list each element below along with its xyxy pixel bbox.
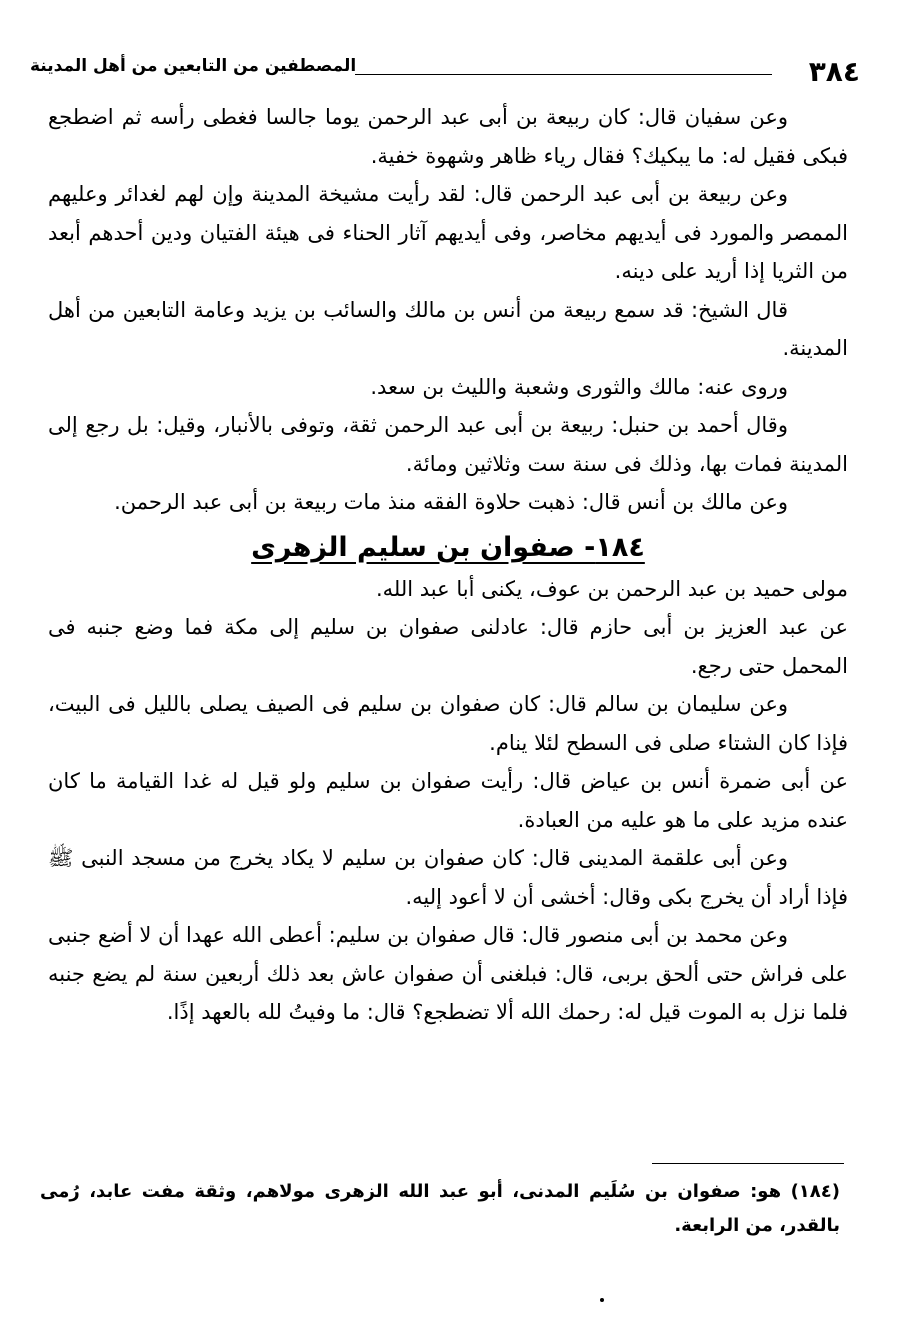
paragraph: عن عبد العزيز بن أبى حازم قال: عادلنى صفوان بن سليم إلى مكة فما وضع جنبه فى المحمل حتى رجع. <box>48 615 848 678</box>
paragraph: وعن سفيان قال: كان ربيعة بن أبى عبد الرحمن يوما جالسا فغطى رأسه ثم اضطجع فبكى فقيل له: ما يبكيك؟ فقال رياء ظاهر وشهوة خفية. <box>48 105 848 168</box>
paragraph: وروى عنه: مالك والثورى وشعبة والليث بن سعد. <box>370 374 788 399</box>
header-rule <box>355 74 772 75</box>
footnote: (١٨٤) هو: صفوان بن سُلَيم المدنى، أبو عبد الله الزهرى مولاهم، وثقة مفت عابد، رُمى بالقدر، من الرابعة. <box>40 1181 840 1236</box>
paragraph: مولى حميد بن عبد الرحمن بن عوف، يكنى أبا عبد الله. <box>375 576 848 601</box>
paragraph: وقال أحمد بن حنبل: ربيعة بن أبى عبد الرحمن ثقة، وتوفى بالأنبار، وقيل: بل رجع إلى المدينة فمات بها، وذلك فى سنة ست وثلاثين ومائة. <box>48 413 848 476</box>
paragraph: عن أبى ضمرة أنس بن عياض قال: رأيت صفوان بن سليم ولو قيل له غدا القيامة ما كان عنده مزيد على ما هو عليه من العبادة. <box>48 769 848 832</box>
paragraph: وعن محمد بن أبى منصور قال: قال صفوان بن سليم: أعطى الله عهدا أن لا أضع جنبى على فراش حتى ألحق بربى، قال: فبلغنى أن صفوان عاش بعد ذلك أربعين سنة لم يضع جنبه فلما نزل به الموت قيل له: رحمك الله ألا تضطجع؟ قال: ما وفيتُ لله بالعهد إذًا. <box>48 923 848 1024</box>
paragraph: وعن مالك بن أنس قال: ذهبت حلاوة الفقه منذ مات ربيعة بن أبى عبد الرحمن. <box>114 490 788 514</box>
footnote-rule <box>652 1163 844 1164</box>
body-text <box>48 98 848 1032</box>
running-title: المصطفين من التابعين من أهل المدينة <box>30 56 357 76</box>
print-speck <box>600 1298 604 1302</box>
paragraph: وعن سليمان بن سالم قال: كان صفوان بن سليم فى الصيف يصلى بالليل فى البيت، فإذا كان الشتاء صلى فى السطح لئلا ينام. <box>48 692 848 755</box>
page-number: ٣٨٤ <box>808 55 860 88</box>
paragraph: قال الشيخ: قد سمع ربيعة من أنس بن مالك والسائب بن يزيد وعامة التابعين من أهل المدينة. <box>48 297 848 360</box>
section-heading: ١٨٤- صفوان بن سليم الزهرى <box>251 531 645 563</box>
paragraph: وعن أبى علقمة المدينى قال: كان صفوان بن سليم لا يكاد يخرج من مسجد النبى ﷺ فإذا أراد أن يخرج بكى وقال: أخشى أن لا أعود إليه. <box>48 846 848 909</box>
paragraph: وعن ربيعة بن أبى عبد الرحمن قال: لقد رأيت مشيخة المدينة وإن لهم لغدائر وعليهم الممصر والمورد فى أيديهم مخاصر، وفى أيديهم آثار الحناء فى هيئة الفتيان ودين أحدهم أبعد من الثريا إذا أريد على دينه. <box>48 182 848 283</box>
page-header <box>30 50 860 90</box>
